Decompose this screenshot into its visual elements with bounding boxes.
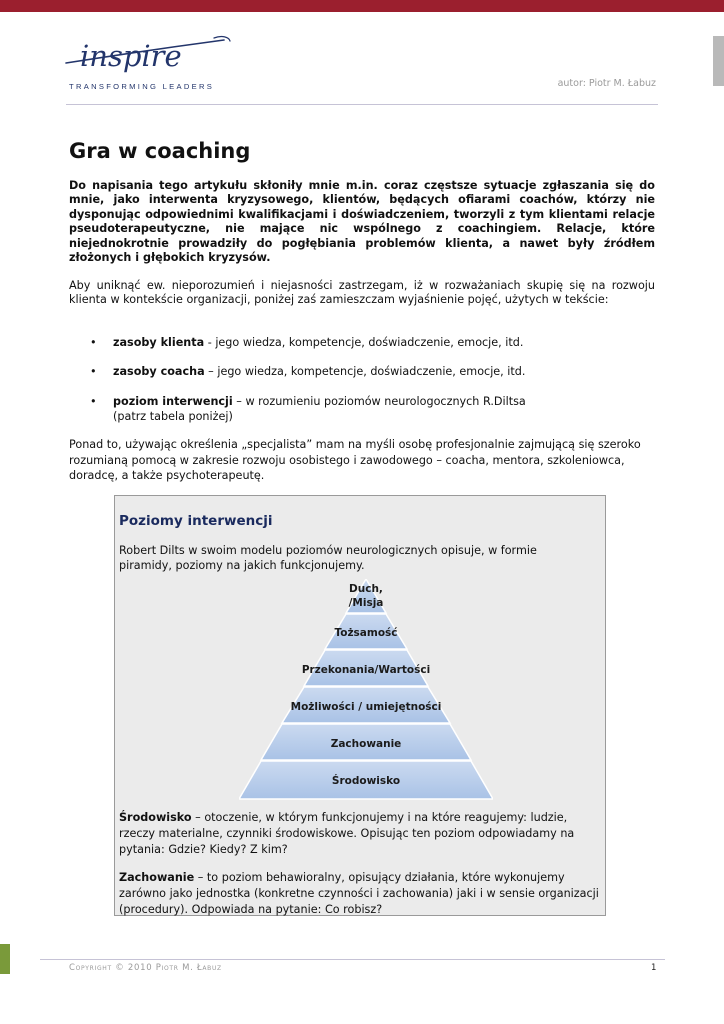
list-item-definition: - jego wiedza, kompetencje, doświadczenie, emocje, itd. xyxy=(204,336,524,349)
pyramid-label-zachowanie: Zachowanie xyxy=(330,738,402,750)
list-item-term: zasoby coacha xyxy=(113,365,205,378)
bullet-icon: • xyxy=(90,336,97,349)
pyramid-label-przekonania: Przekonania/Wartości xyxy=(301,664,431,676)
article-title: Gra w coaching xyxy=(69,139,251,163)
page-number: 1 xyxy=(651,963,657,973)
dilts-pyramid xyxy=(239,579,493,801)
pyramid-label-tozsamosc: Tożsamość xyxy=(334,627,398,639)
box-intro: Robert Dilts w swoim modelu poziomów neurologicznych opisuje, w formie piramidy, poziomy na jakich funkcjonujemy. xyxy=(119,544,537,572)
list-item-term: poziom interwencji xyxy=(113,395,233,408)
specialist-paragraph: Ponad to, używając określenia „specjalista” mam na myśli osobę profesjonalnie zajmującą się szeroko rozumianą pomocą w zakresie rozwoju osobistego i zawodowego – coacha, mentora, szkoleniowca, doradcę, a także psychoterapeutę. xyxy=(69,438,641,482)
bullet-icon: • xyxy=(90,365,97,378)
author-label: autor: Piotr M. Łabuz xyxy=(557,78,656,89)
side-margin-marker xyxy=(0,944,10,974)
svg-text:inspire: inspire xyxy=(80,39,182,73)
pyramid-label-duch: Duch, xyxy=(349,583,383,595)
copyright-notice: Copyright © 2010 Piotr M. Łabuz xyxy=(69,963,222,973)
bullet-icon: • xyxy=(90,395,97,408)
definitions-intro-paragraph: Aby uniknąć ew. nieporozumień i niejasności zastrzegam, iż w rozważaniach skupię się na rozwoju klienta w kontekście organizacji, poniżej zaś zamieszczam wyjaśnienie pojęć, użytych w tekście: xyxy=(69,279,655,307)
logo-tagline: TRANSFORMING LEADERS xyxy=(69,82,215,91)
definition-text: – otoczenie, w którym funkcjonujemy i na które reagujemy: ludzie, rzeczy materialne, czynniki środowiskowe. Opisując ten poziom odpowiadamy na pytania: Gdzie? Kiedy? Z kim? xyxy=(119,811,575,856)
definition-srodowisko xyxy=(119,810,599,857)
list-item-definition: – w rozumieniu poziomów neurologocznych R.Diltsa xyxy=(232,395,526,408)
list-item-term: zasoby klienta xyxy=(113,336,205,349)
side-tab-marker xyxy=(713,36,724,86)
definition-term: Środowisko xyxy=(119,811,192,824)
definition-text: – to poziom behawioralny, opisujący działania, które wykonujemy zarówno jako jednostka (konkretne czynności i zachowania) jaki i w sensie organizacji (procedury). Odpowiada na pytanie: Co robisz? xyxy=(119,871,599,916)
definition-term: Zachowanie xyxy=(119,871,195,884)
header-divider xyxy=(66,104,658,105)
box-title: Poziomy interwencji xyxy=(119,513,273,529)
intro-paragraph: Do napisania tego artykułu skłoniły mnie m.in. coraz częstsze sytuacje zgłaszania się do mnie, jako interwenta kryzysowego, klientów, będących ofiarami coachów, którzy nie dysponując odpowiednimi kwalifikacjami i doświadczeniem, tworzyli z tym klientami relacje pseudoterapeutyczne, nie mające nic wspólnego z coachingiem. Relacje, które niejednokrotnie prowadziły do pogłębiania problemów klienta, a nawet były źródłem złożonych i głębokich kryzysów. xyxy=(69,179,655,265)
list-item-definition: – jego wiedza, kompetencje, doświadczenie, emocje, itd. xyxy=(204,365,526,378)
top-color-bar xyxy=(0,0,724,12)
definition-zachowanie xyxy=(119,870,599,917)
footer-divider xyxy=(40,959,665,960)
intervention-levels-box xyxy=(114,495,606,916)
pyramid-label-srodowisko: Środowisko xyxy=(331,775,401,787)
pyramid-label-mozliwosci: Możliwości / umiejętności xyxy=(290,701,442,713)
list-item-note: (patrz tabela poniżej) xyxy=(113,410,233,423)
pyramid-label-misja: /Misja xyxy=(348,597,384,609)
